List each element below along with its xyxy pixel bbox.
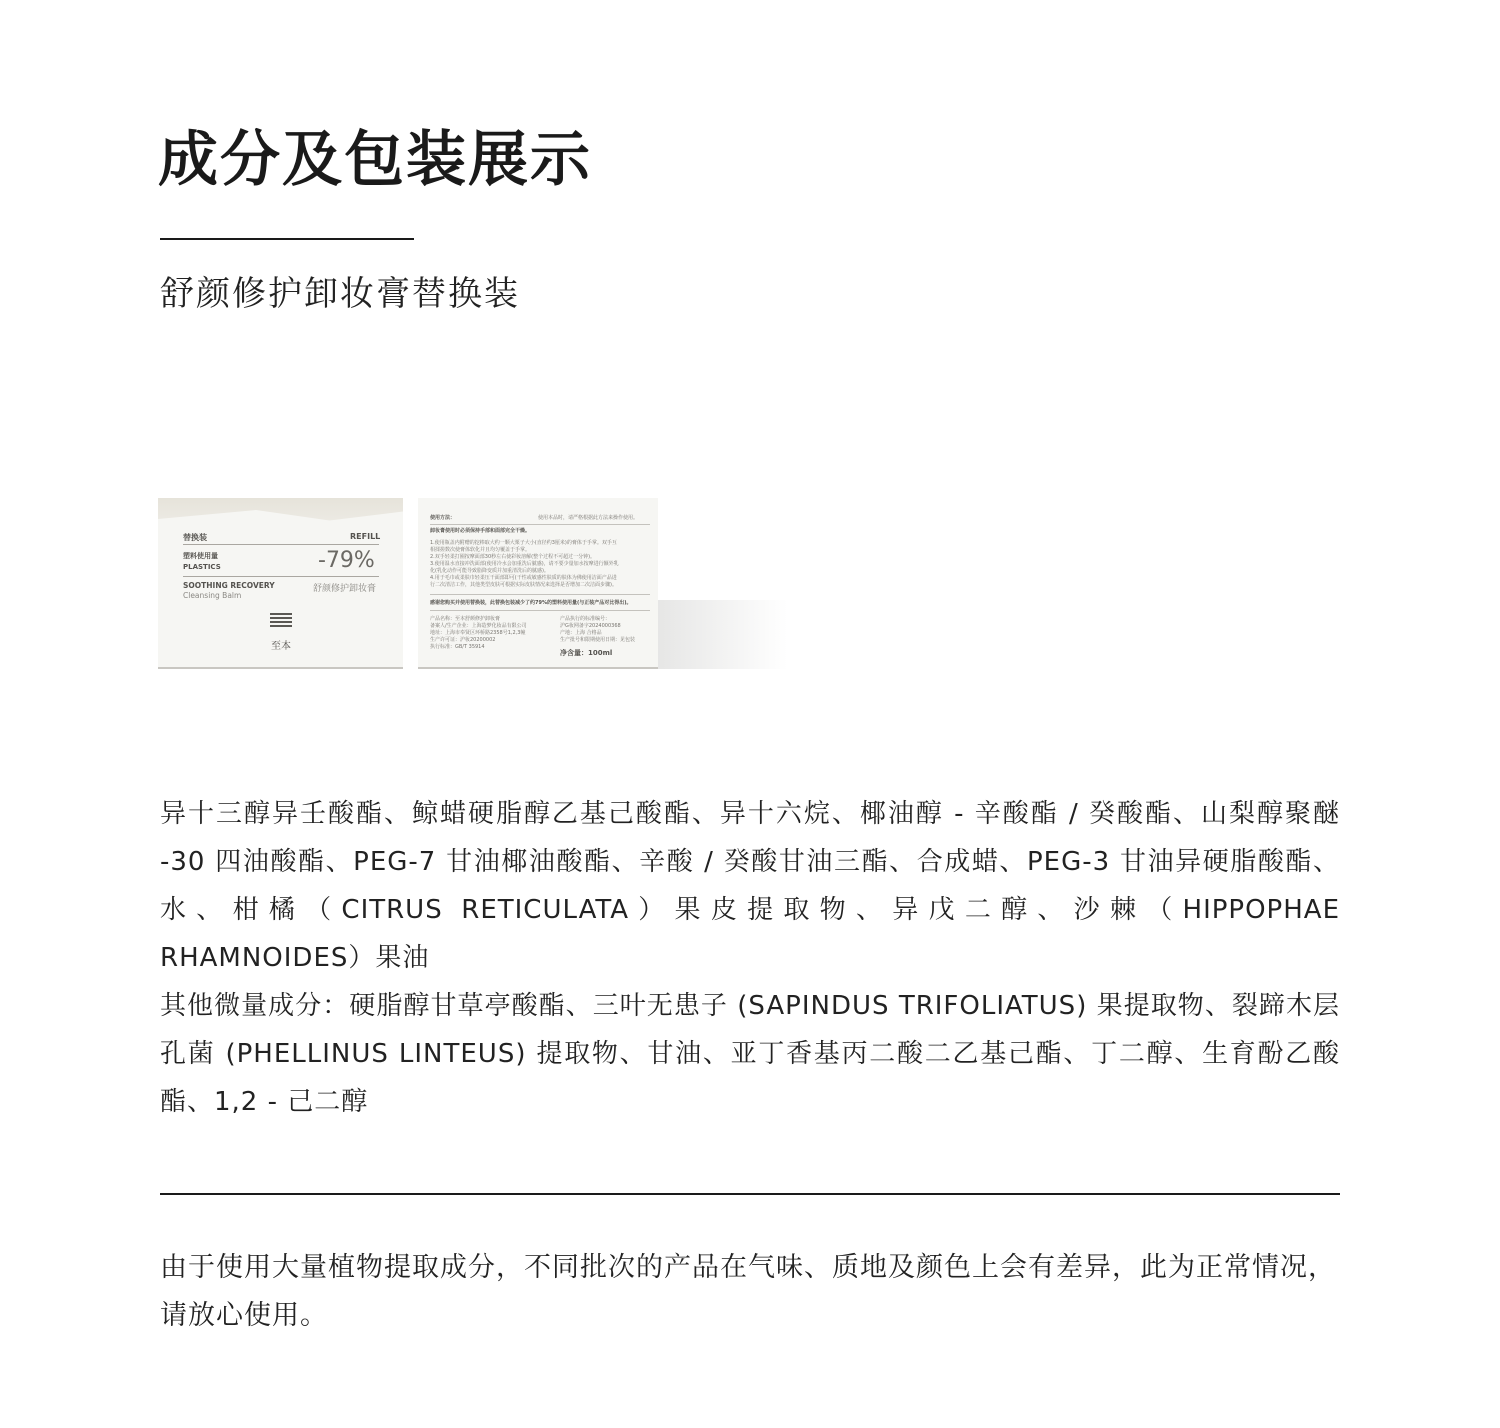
page-title: 成分及包装展示	[158, 125, 592, 195]
front-refill-en: REFILL	[350, 532, 381, 541]
back-step-line: 4.用于毛巾或柔肤巾轻柔压干面部即可(干性或敏感性肤质的肤体为佛使用洁面产品进	[430, 575, 617, 581]
section-divider	[160, 1193, 1340, 1195]
box-bottom-edge	[158, 667, 403, 669]
back-info-left: 生产许可证：沪妆20200002	[430, 637, 496, 643]
back-step-line: 行二次清洁工作，其他类型皮肤可根据实际皮肤情况来选择是否增加二次洁面步骤)。	[430, 582, 617, 588]
back-divider-3	[430, 610, 650, 611]
back-divider-1	[430, 524, 650, 525]
title-divider	[160, 238, 414, 240]
back-divider-2	[430, 594, 650, 595]
box-shadow	[658, 600, 788, 669]
back-net-content: 净含量：100ml	[560, 649, 613, 657]
front-name-cn: 舒颜修护卸妆膏	[313, 584, 377, 594]
front-reduction-value: -79%	[318, 548, 375, 573]
back-info-right: 生产批号和限期使用日期：见包装	[560, 637, 636, 643]
ingredients-section	[160, 790, 1340, 1126]
back-usage-note: 使用本品时，请严格根据此方法来操作使用。	[538, 515, 639, 521]
back-step-line: 3.使用温水直接冲洗面部(使用冷水会加重洗后腻感)，请不要少量加水按摩进行额外乳	[430, 561, 619, 567]
front-divider-1	[183, 544, 379, 545]
front-refill-cn: 替换装	[183, 533, 207, 542]
ingredients-main: 异十三醇异壬酸酯、鲸蜡硬脂醇乙基己酸酯、异十六烷、椰油醇 - 辛酸酯 / 癸酸酯、山梨醇聚醚 -30 四油酸酯、PEG-7 甘油椰油酸酯、辛酸 / 癸酸甘油三酯、合成蜡、PEG-3 甘油异硬脂酸酯、水、柑橘（CITRUS RETICULATA）果皮提取物、异戊二醇、沙棘（HIPPOPHAE RHAMNOIDES）果油	[160, 799, 1340, 973]
batch-variation-note: 由于使用大量植物提取成分，不同批次的产品在气味、质地及颜色上会有差异，此为正常情况，请放心使用。	[160, 1252, 1336, 1331]
brand-logo-icon	[270, 613, 292, 629]
front-plastic-cn: 塑料使用量	[183, 552, 218, 560]
back-usage-header: 卸妆膏使用时必须保持手部和面部完全干燥。	[430, 528, 531, 534]
back-step-line: 化(乳化动作可能导致脂降变质并加重清洗后的腻感)。	[430, 568, 549, 574]
back-info-left: 产品名称：至本舒颜修护卸妆膏	[430, 616, 501, 622]
back-info-right: 沪G妆网备字2024000368	[560, 623, 621, 629]
back-footnote: 感谢您购买并使用替换装，此替换包装减少了约79%的塑料使用量(与正装产品对比得出)。	[430, 600, 632, 606]
back-info-left: 地址：上海市奉贤区环桥路2358号1,2,3幢	[430, 630, 526, 636]
back-info-left: 备案人/生产企业：上海造梦化妆品有限公司	[430, 623, 527, 629]
brand-name: 至本	[271, 641, 291, 652]
back-step-line: 1.使用瓶盖内附赠的挖棒取大约一颗大栗子大小(直径约3厘米)的膏体于手掌。双手互	[430, 540, 617, 546]
product-subtitle: 舒颜修护卸妆膏替换装	[160, 274, 520, 314]
back-info-left: 执行标准：GB/T 35914	[430, 644, 485, 650]
box-lid-wave	[158, 498, 403, 528]
front-name-en-2: Cleansing Balm	[183, 591, 242, 600]
front-plastic-en: PLASTICS	[183, 563, 221, 571]
front-name-en-1: SOOTHING RECOVERY	[183, 581, 275, 590]
front-divider-2	[183, 576, 379, 577]
back-info-right: 产地：上海 合格品	[560, 630, 602, 636]
ingredients-trace: 其他微量成分：硬脂醇甘草亭酸酯、三叶无患子 (SAPINDUS TRIFOLIATUS) 果提取物、裂蹄木层孔菌 (PHELLINUS LINTEUS) 提取物、甘油、亚丁香基丙二酸二乙基己酯、丁二醇、生育酚乙酸酯、1,2 - 己二醇	[160, 991, 1340, 1117]
back-step-line: 2.双手轻柔打圈按摩面部30秒左右使彩妆溶解(整个过程不可超过一分钟)。	[430, 554, 596, 560]
box-bottom-edge	[418, 667, 658, 669]
back-usage-title: 使用方法：	[430, 515, 456, 521]
back-info-right: 产品执行的标准编号：	[560, 616, 611, 622]
back-step-line: 相揉搓数次使膏体软化并且均匀覆盖于手掌。	[430, 547, 531, 553]
